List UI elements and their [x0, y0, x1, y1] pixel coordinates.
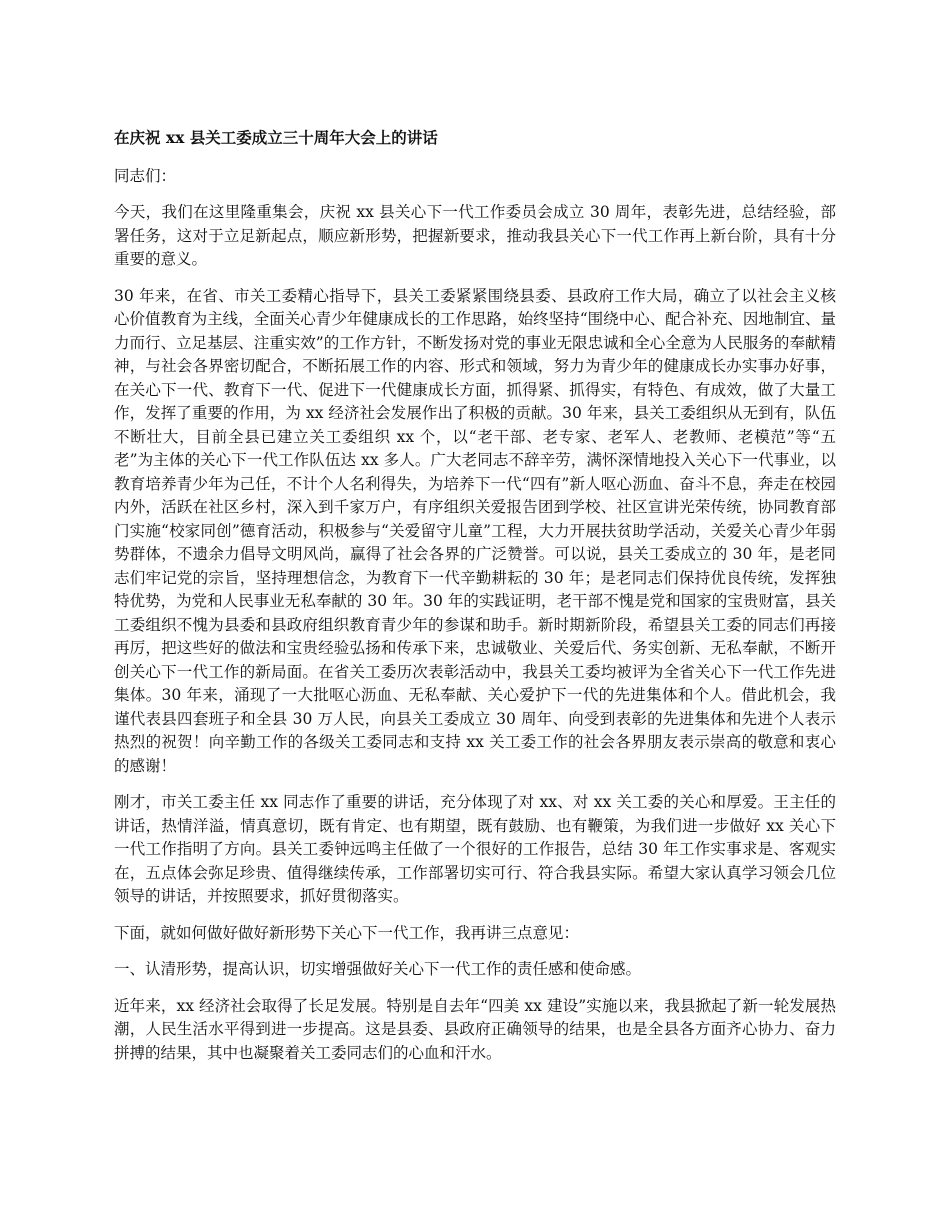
- section-heading-1: 一、认清形势，提高认识，切实增强做好关心下一代工作的责任感和使命感。: [114, 960, 642, 978]
- paragraph-transition: 下面，就如何做好做好新形势下关心下一代工作，我再讲三点意见：: [114, 923, 580, 942]
- document-page: [114, 126, 836, 1078]
- document-title: 在庆祝 xx 县关工委成立三十周年大会上的讲话: [114, 128, 438, 147]
- paragraph-achievements: 30 年来，在省、市关工委精心指导下，县关工委紧紧围绕县委、县政府工作大局，确立了以社会主义核心价值教育为主线，全面关心青少年健康成长的工作思路，始终坚持“围绕中心、配合补充、因地制宜、量力而行、立足基层、注重实效”的工作方针，不断发扬对党的事业无限忠诚和全心全意为人民服务的奉献精神，与社会各界密切配合，不断拓展工作的内容、形式和领域，努力为青少年的健康成长办实事办好事，在关心下一代、教育下一代、促进下一代健康成长方面，抓得紧、抓得实，有特色、有成效，做了大量工作，发挥了重要的作用，为 xx 经济社会发展作出了积极的贡献。30 年来，县关工委组织从无到有，队伍不断壮大，目前全县已建立关工委组织 xx 个，以“老干部、老专家、老军人、老教师、老模范”等“五老”为主体的关心下一代工作队伍达 xx 多人。广大老同志不辞辛劳，满怀深情地投入关心下一代事业，以教育培养青少年为己任，不计个人名利得失，为培养下一代“四有”新人呕心沥血、奋斗不息，奔走在校园内外，活跃在社区乡村，深入到千家万户，有序组织关爱报告团到学校、社区宣讲光荣传统，协同教育部门实施“校家同创”德育活动，积极参与“关爱留守儿童”工程，大力开展扶贫助学活动，关爱关心青少年弱势群体，不遗余力倡导文明风尚，赢得了社会各界的广泛赞誉。可以说，县关工委成立的 30 年，是老同志们牢记党的宗旨，坚持理想信念，为教育下一代辛勤耕耘的 30 年；是老同志们保持优良传统，发挥独特优势，为党和人民事业无私奉献的 30 年。30 年的实践证明，老干部不愧是党和国家的宝贵财富，县关工委组织不愧为县委和县政府组织教育青少年的参谋和助手。新时期新阶段，希望县关工委的同志们再接再厉，把这些好的做法和宝贵经验弘扬和传承下来，忠诚敬业、关爱后代、务实创新、无私奉献，不断开创关心下一代工作的新局面。在省关工委历次表彰活动中，我县关工委均被评为全省关心下一代工作先进集体。30 年来，涌现了一大批呕心沥血、无私奉献、关心爱护下一代的先进集体和个人。借此机会，我谨代表县四套班子和全县 30 万人民，向县关工委成立 30 周年、向受到表彰的先进集体和先进个人表示热烈的祝贺！向辛勤工作的各级关工委同志和支持 xx 关工委工作的社会各界朋友表示崇高的敬意和衷心的感谢！: [114, 286, 836, 775]
- paragraph-intro: 今天，我们在这里隆重集会，庆祝 xx 县关心下一代工作委员会成立 30 周年，表彰先进，总结经验，部署任务，这对于立足新起点，顺应新形势，把握新要求，推动我县关心下一代工作再上新台阶，具有十分重要的意义。: [114, 203, 836, 268]
- paragraph-development: 近年来，xx 经济社会取得了长足发展。特别是自去年“四美 xx 建设”实施以来，我县掀起了新一轮发展热潮，人民生活水平得到进一步提高。这是县委、县政府正确领导的结果，也是全县各方面齐心协力、奋力拼搏的结果，其中也凝聚着关工委同志们的心血和汗水。: [114, 996, 836, 1062]
- paragraph-remarks: 刚才，市关工委主任 xx 同志作了重要的讲话，充分体现了对 xx、对 xx 关工委的关心和厚爱。王主任的讲话，热情洋溢，情真意切，既有肯定、也有期望，既有鼓励、也有鞭策，为我们进一步做好 xx 关心下一代工作指明了方向。县关工委钟远鸣主任做了一个很好的工作报告，总结 30 年工作实事求是、客观实在，五点体会弥足珍贵、值得继续传承，工作部署切实可行、符合我县实际。希望大家认真学习领会几位领导的讲话，并按照要求，抓好贯彻落实。: [114, 793, 836, 905]
- salutation: 同志们：: [114, 166, 177, 185]
